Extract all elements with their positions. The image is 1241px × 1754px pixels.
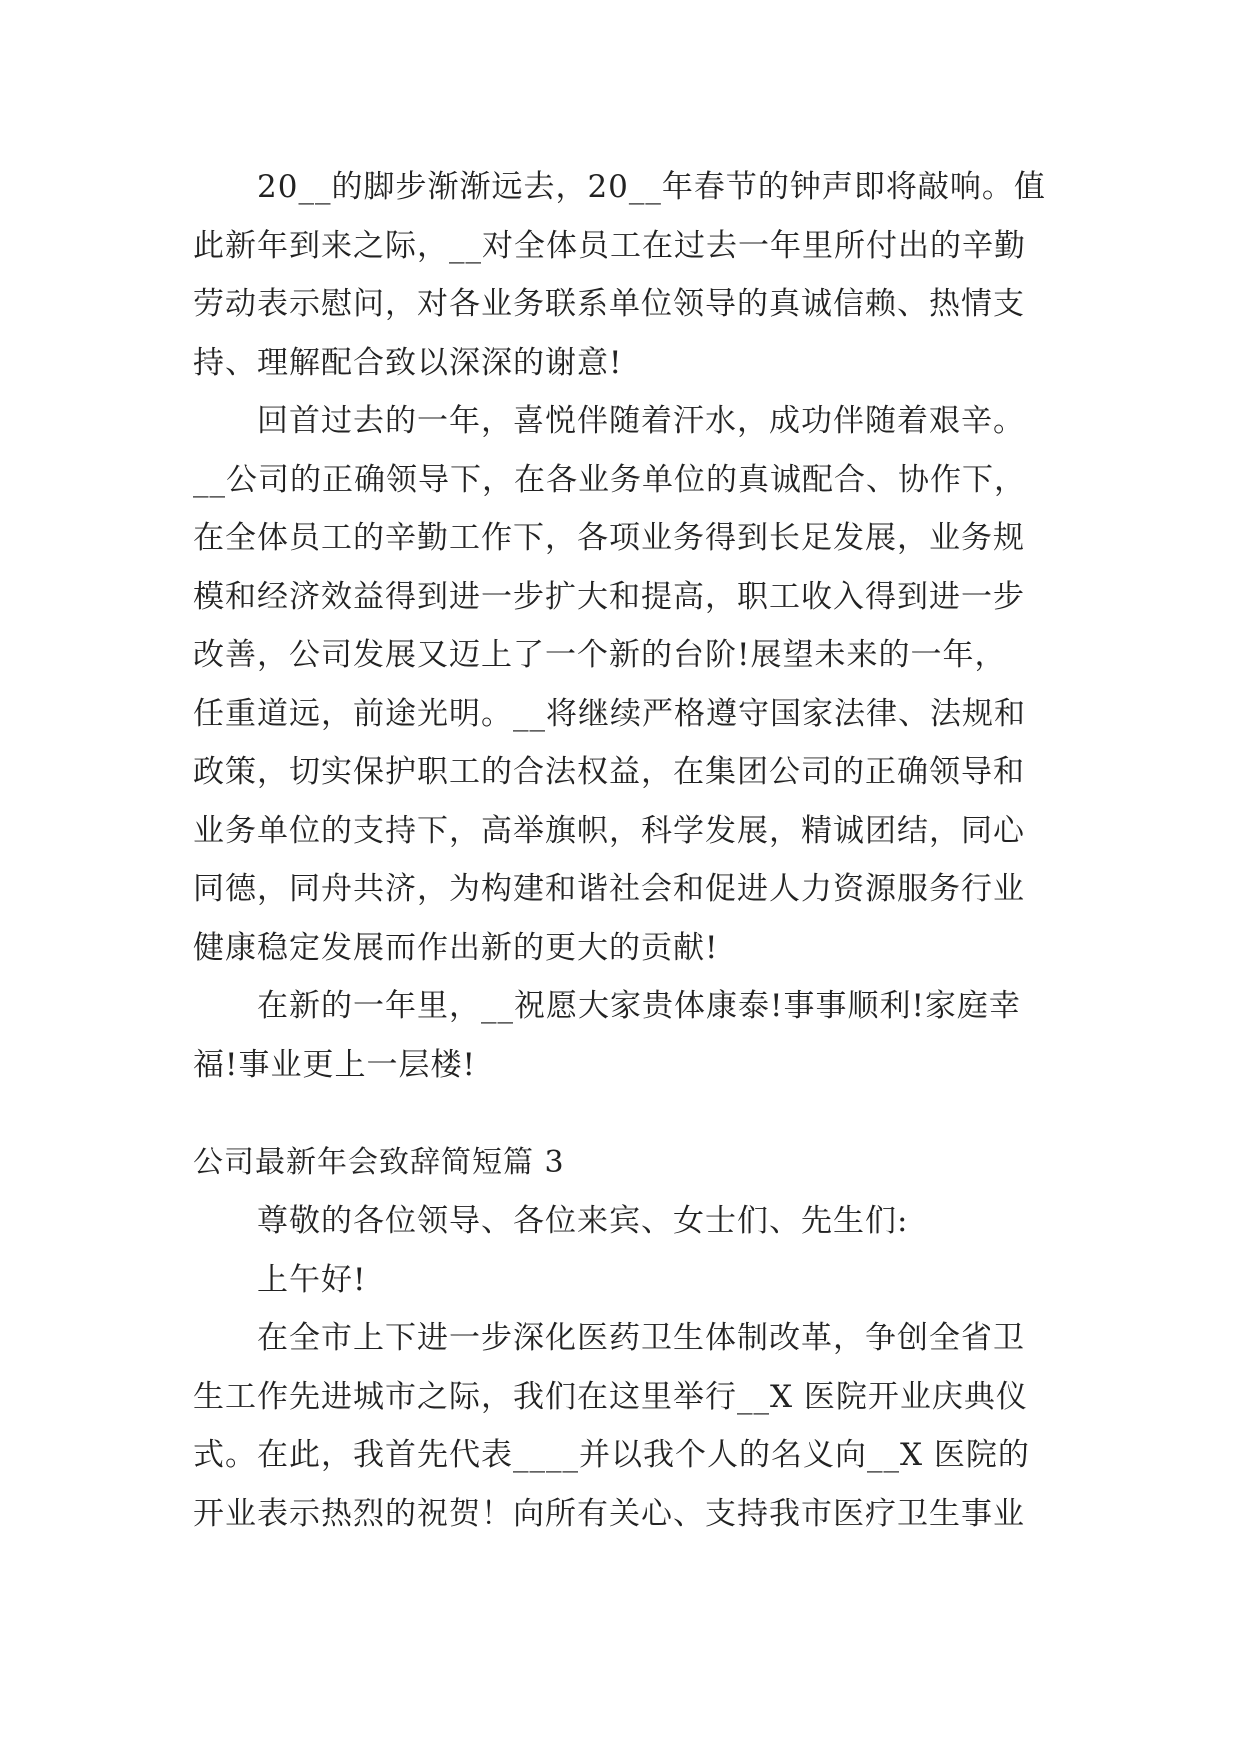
paragraph-line: 开业表示热烈的祝贺！向所有关心、支持我市医疗卫生事业 bbox=[193, 1495, 1025, 1532]
salutation-line: 尊敬的各位领导、各位来宾、女士们、先生们: bbox=[257, 1203, 909, 1239]
paragraph-line: 健康稳定发展而作出新的更大的贡献! bbox=[193, 929, 719, 966]
paragraph-line: 式。在此，我首先代表____并以我个人的名义向__X 医院的 bbox=[193, 1437, 1030, 1473]
paragraph-line: 此新年到来之际，__对全体员工在过去一年里所付出的辛勤 bbox=[193, 227, 1026, 264]
section-heading: 公司最新年会致辞简短篇 3 bbox=[193, 1145, 565, 1180]
paragraph-line: 回首过去的一年，喜悦伴随着汗水，成功伴随着艰辛。 bbox=[257, 403, 1025, 439]
paragraph-line: 持、理解配合致以深深的谢意! bbox=[193, 344, 623, 381]
paragraph-line: 政策，切实保护职工的合法权益，在集团公司的正确领导和 bbox=[193, 754, 1025, 790]
paragraph-line: 业务单位的支持下，高举旗帜，科学发展，精诚团结，同心 bbox=[193, 812, 1025, 849]
paragraph-line: 同德，同舟共济，为构建和谐社会和促进人力资源服务行业 bbox=[193, 871, 1025, 907]
paragraph-line: 任重道远，前途光明。__将继续严格遵守国家法律、法规和 bbox=[193, 695, 1026, 732]
paragraph-line: 在全市上下进一步深化医药卫生体制改革，争创全省卫 bbox=[257, 1320, 1025, 1356]
section-gap bbox=[193, 1094, 1053, 1134]
paragraph-line: 在全体员工的辛勤工作下，各项业务得到长足发展，业务规 bbox=[193, 520, 1025, 556]
paragraph-line: 模和经济效益得到进一步扩大和提高，职工收入得到进一步 bbox=[193, 578, 1025, 615]
paragraph-line: __公司的正确领导下，在各业务单位的真诚配合、协作下， bbox=[193, 461, 1026, 498]
paragraph-line: 劳动表示慰问，对各业务联系单位领导的真诚信赖、热情支 bbox=[193, 286, 1025, 322]
paragraph-line: 20__的脚步渐渐远去，20__年春节的钟声即将敲响。值 bbox=[257, 169, 1046, 205]
paragraph-line: 在新的一年里，__祝愿大家贵体康泰!事事顺利!家庭幸 bbox=[257, 988, 1021, 1024]
paragraph-line: 福!事业更上一层楼! bbox=[193, 1046, 476, 1083]
document-page bbox=[193, 158, 1053, 1543]
paragraph-line: 生工作先进城市之际，我们在这里举行__X 医院开业庆典仪 bbox=[193, 1378, 1028, 1415]
paragraph-line: 改善，公司发展又迈上了一个新的台阶!展望未来的一年， bbox=[193, 637, 1007, 673]
greeting-line: 上午好! bbox=[257, 1261, 367, 1298]
